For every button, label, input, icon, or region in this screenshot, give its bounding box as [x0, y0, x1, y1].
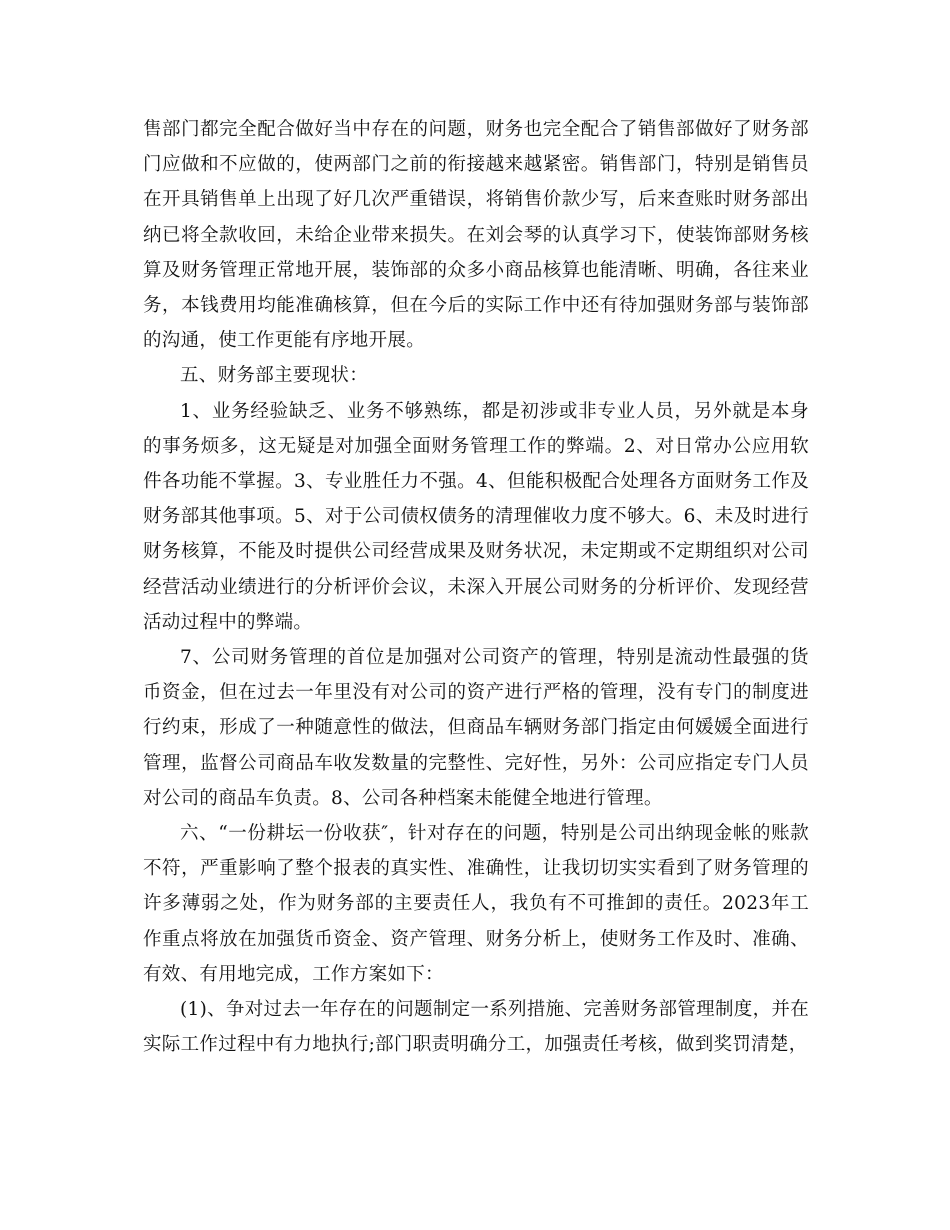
section-heading-current-status: 五、财务部主要现状：: [180, 365, 369, 387]
paragraph-status-items: 1、业务经验缺乏、业务不够熟练，都是初涉或非专业人员，另外就是本身的事务烦多，这无疑是对加强全面财务管理工作的弊端。2、对日常办公应用软件各功能不掌握。3、专业胜任力不强。4、但能积极配合处理各方面财务工作及财务部其他事项。5、对于公司债权债务的清理催收力度不够大。6、未及时进行财务核算，不能及时提供公司经营成果及财务状况，未定期或不定期组织对公司经营活动业绩进行的分析评价会议，未深入开展公司财务的分析评价、发现经营活动过程中的弊端。: [143, 400, 809, 633]
paragraph-plan-item-1: (1)、争对过去一年存在的问题制定一系列措施、完善财务部管理制度，并在实际工作过程中有力地执行;部门职责明确分工，加强责任考核，做到奖罚清楚，: [143, 999, 809, 1056]
paragraph-sales-department: 售部门都完全配合做好当中存在的问题，财务也完全配合了销售部做好了财务部门应做和不应做的，使两部门之前的衔接越来越紧密。销售部门，特别是销售员在开具销售单上出现了好几次严重错误，将销售价款少写，后来查账时财务部出纳已将全款收回，未给企业带来损失。在刘会琴的认真学习下，使装饰部财务核算及财务管理正常地开展，装饰部的众多小商品核算也能清晰、明确，各往来业务，本钱费用均能准确核算，但在今后的实际工作中还有待加强财务部与装饰部的沟通，使工作更能有序地开展。: [143, 119, 809, 352]
paragraph-section-six: 六、“一份耕坛一份收获″，针对存在的问题，特别是公司出纳现金帐的账款不符，严重影响了整个报表的真实性、准确性，让我切切实实看到了财务管理的许多薄弱之处，作为财务部的主要责任人，我负有不可推卸的责任。2023年工作重点将放在加强货币资金、资产管理、财务分析上，使财务工作及时、准确、有效、有用地完成，工作方案如下：: [143, 823, 809, 985]
paragraph-asset-management: 7、公司财务管理的首位是加强对公司资产的管理，特别是流动性最强的货币资金，但在过去一年里没有对公司的资产进行严格的管理，没有专门的制度进行约束，形成了一种随意性的做法，但商品车辆财务部门指定由何媛媛全面进行管理，监督公司商品车收发数量的完整性、完好性，另外：公司应指定专门人员对公司的商品车负责。8、公司各种档案未能健全地进行管理。: [143, 647, 809, 809]
document-body: [143, 112, 809, 1062]
